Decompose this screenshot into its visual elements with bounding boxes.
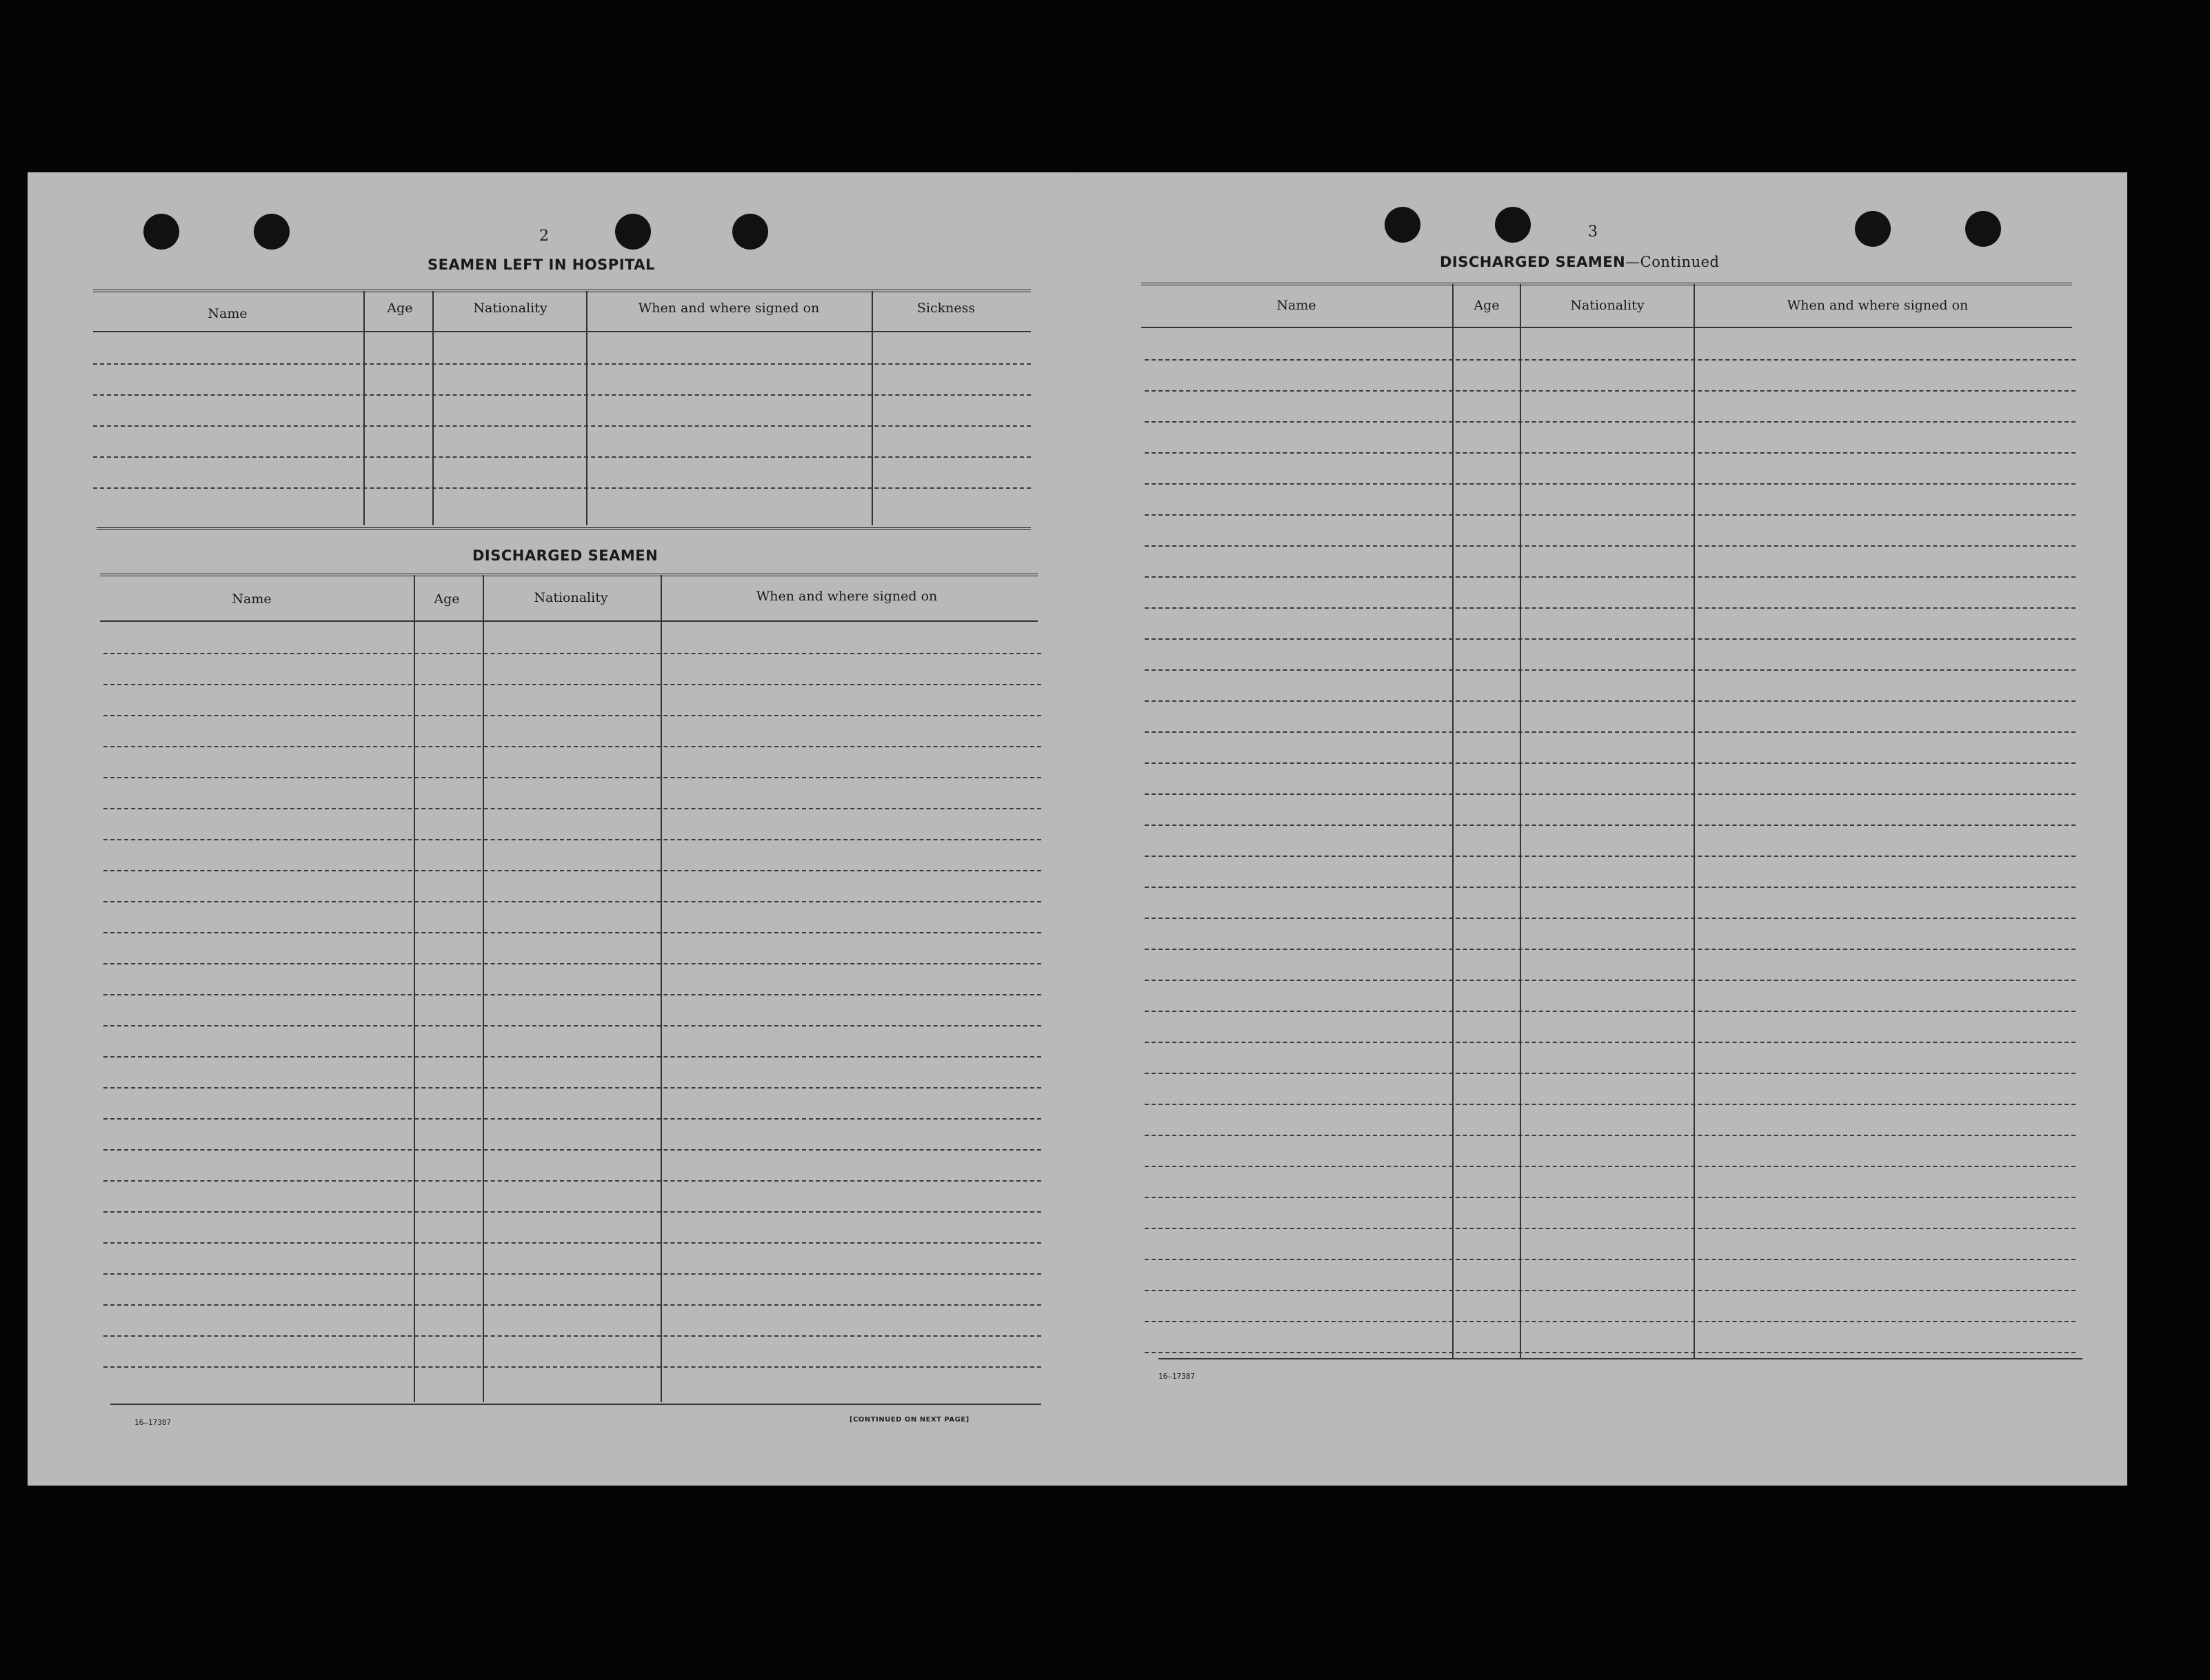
punch-hole bbox=[254, 214, 290, 250]
row-line bbox=[103, 963, 1041, 964]
row-line bbox=[103, 1335, 1041, 1337]
row-line bbox=[103, 994, 1041, 995]
row-line bbox=[103, 1149, 1041, 1151]
row-line bbox=[1145, 1352, 2076, 1353]
hospital-col-sickness: Sickness bbox=[916, 301, 976, 316]
hospital-bottom-rule bbox=[97, 527, 1031, 530]
discharged-bottom-rule bbox=[110, 1404, 1041, 1405]
row-line bbox=[103, 777, 1041, 778]
right-col-age: Age bbox=[1474, 298, 1500, 313]
row-line bbox=[1145, 638, 2076, 640]
row-line bbox=[1145, 887, 2076, 888]
row-line bbox=[103, 715, 1041, 716]
punch-hole bbox=[615, 214, 651, 250]
continued-section-title bbox=[1440, 254, 1719, 270]
discharged-divider bbox=[483, 575, 484, 1402]
form-number: 16—17387 bbox=[134, 1418, 171, 1427]
hospital-col-nationality: Nationality bbox=[473, 301, 548, 316]
row-line bbox=[103, 684, 1041, 685]
page-number: 2 bbox=[539, 227, 549, 245]
hospital-divider bbox=[363, 291, 365, 525]
row-line bbox=[1145, 793, 2076, 795]
row-line bbox=[1145, 762, 2076, 764]
row-line bbox=[93, 456, 1031, 458]
discharged-top-rule bbox=[100, 574, 1038, 576]
row-line bbox=[103, 1180, 1041, 1182]
hospital-col-name: Name bbox=[208, 306, 248, 321]
row-line bbox=[1145, 1073, 2076, 1074]
row-line bbox=[93, 363, 1031, 365]
row-line bbox=[103, 870, 1041, 871]
right-divider bbox=[1694, 284, 1695, 1359]
row-line bbox=[103, 746, 1041, 747]
right-col-signed-on: When and where signed on bbox=[1787, 298, 1969, 313]
punch-hole bbox=[1385, 207, 1420, 243]
hospital-header-rule bbox=[93, 331, 1031, 332]
row-line bbox=[103, 1242, 1041, 1244]
right-header-rule bbox=[1141, 327, 2072, 328]
hospital-section-title: SEAMEN LEFT IN HOSPITAL bbox=[428, 256, 655, 273]
row-line bbox=[103, 1087, 1041, 1089]
discharged-header-rule bbox=[100, 620, 1038, 622]
row-line bbox=[1145, 1135, 2076, 1136]
discharged-col-nationality: Nationality bbox=[534, 590, 608, 605]
hospital-divider bbox=[872, 291, 873, 525]
discharged-section-title: DISCHARGED SEAMEN bbox=[472, 547, 659, 564]
row-line bbox=[1145, 918, 2076, 919]
continued-note: [CONTINUED ON NEXT PAGE] bbox=[850, 1416, 970, 1424]
punch-hole bbox=[1855, 211, 1891, 247]
row-line bbox=[1145, 856, 2076, 857]
row-line bbox=[1145, 669, 2076, 671]
row-line bbox=[1145, 576, 2076, 578]
discharged-divider bbox=[414, 575, 415, 1402]
hospital-top-rule bbox=[93, 290, 1031, 292]
row-line bbox=[1145, 700, 2076, 702]
row-line bbox=[1145, 1042, 2076, 1043]
discharged-col-name: Name bbox=[232, 591, 272, 607]
row-line bbox=[103, 901, 1041, 902]
document-sheet bbox=[28, 172, 2127, 1486]
punch-hole bbox=[1965, 211, 2001, 247]
row-line bbox=[1145, 452, 2076, 454]
row-line bbox=[1145, 514, 2076, 516]
row-line bbox=[1145, 824, 2076, 826]
hospital-divider bbox=[586, 291, 587, 525]
section-title-suffix: —Continued bbox=[1625, 254, 1720, 270]
discharged-divider bbox=[661, 575, 662, 1402]
page-number: 3 bbox=[1588, 223, 1598, 241]
row-line bbox=[103, 1304, 1041, 1306]
row-line bbox=[103, 653, 1041, 654]
punch-hole bbox=[1495, 207, 1531, 243]
row-line bbox=[93, 425, 1031, 427]
row-line bbox=[1145, 1321, 2076, 1322]
punch-hole bbox=[732, 214, 768, 250]
hospital-col-age: Age bbox=[387, 301, 413, 316]
row-line bbox=[1145, 1259, 2076, 1260]
row-line bbox=[1145, 1290, 2076, 1291]
row-line bbox=[103, 1056, 1041, 1057]
row-line bbox=[1145, 1104, 2076, 1105]
row-line bbox=[1145, 545, 2076, 547]
row-line bbox=[103, 1211, 1041, 1213]
row-line bbox=[1145, 421, 2076, 423]
right-top-rule bbox=[1141, 283, 2072, 285]
row-line bbox=[1145, 359, 2076, 361]
row-line bbox=[1145, 483, 2076, 485]
row-line bbox=[1145, 1011, 2076, 1012]
section-title-text: DISCHARGED SEAMEN bbox=[1440, 254, 1626, 270]
row-line bbox=[93, 394, 1031, 396]
row-line bbox=[103, 932, 1041, 933]
hospital-col-signed-on: When and where signed on bbox=[638, 301, 820, 316]
row-line bbox=[1145, 1228, 2076, 1229]
row-line bbox=[1145, 1166, 2076, 1167]
hospital-divider bbox=[432, 291, 434, 525]
right-divider bbox=[1452, 284, 1454, 1359]
row-line bbox=[1145, 949, 2076, 950]
right-col-nationality: Nationality bbox=[1570, 298, 1645, 313]
discharged-col-age: Age bbox=[434, 591, 460, 607]
right-col-name: Name bbox=[1276, 298, 1316, 313]
row-line bbox=[1145, 390, 2076, 392]
row-line bbox=[103, 839, 1041, 840]
punch-hole bbox=[143, 214, 179, 250]
row-line bbox=[103, 808, 1041, 809]
row-line bbox=[1145, 1197, 2076, 1198]
row-line bbox=[103, 1025, 1041, 1026]
row-line bbox=[103, 1366, 1041, 1368]
discharged-col-signed-on: When and where signed on bbox=[756, 589, 938, 604]
row-line bbox=[93, 487, 1031, 489]
right-bottom-rule bbox=[1158, 1358, 2082, 1359]
row-line bbox=[1145, 607, 2076, 609]
row-line bbox=[1145, 731, 2076, 733]
row-line bbox=[103, 1273, 1041, 1275]
form-number: 16—17387 bbox=[1158, 1372, 1195, 1381]
right-divider bbox=[1520, 284, 1521, 1359]
row-line bbox=[103, 1118, 1041, 1120]
row-line bbox=[1145, 980, 2076, 981]
